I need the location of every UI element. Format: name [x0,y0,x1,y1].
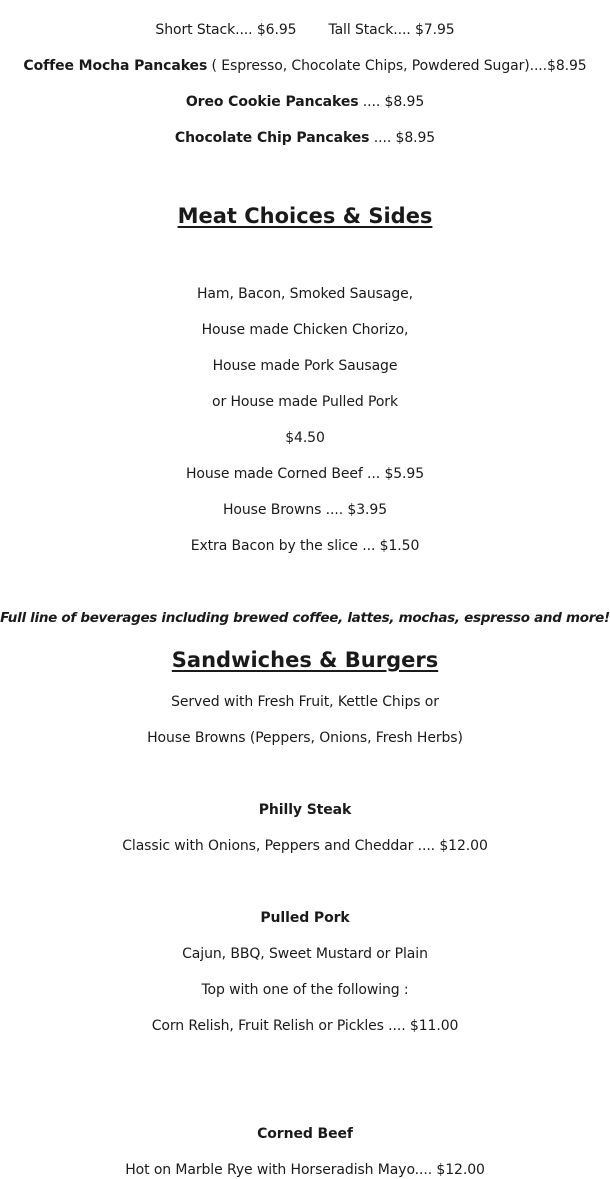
item-desc: .... $8.95 [358,94,425,110]
served-with-line: House Browns (Peppers, Onions, Fresh Herbs) [147,730,463,746]
extra-bacon-side: Extra Bacon by the slice ... $1.50 [190,538,420,554]
philly-steak-desc: Classic with Onions, Peppers and Cheddar .... $12.00 [122,838,488,854]
item-desc: .... $8.95 [369,130,436,146]
corned-beef-side: House made Corned Beef ... $5.95 [185,466,425,482]
chocolate-chip-pancakes [0,129,610,147]
pulled-pork-line: Cajun, BBQ, Sweet Mustard or Plain [182,946,428,962]
coffee-mocha-pancakes [0,57,610,75]
item-name: Coffee Mocha Pancakes [23,58,208,74]
pulled-pork-name: Pulled Pork [260,910,350,926]
heading-text: Meat Choices & Sides [177,204,433,228]
meat-line: Ham, Bacon, Smoked Sausage, [197,286,413,302]
beverages-note: Full line of beverages including brewed coffee, lattes, mochas, espresso and more! [0,610,610,626]
oreo-cookie-pancakes [0,93,610,111]
heading-text: Sandwiches & Burgers [171,648,439,672]
cut-off-heading [0,0,610,2]
philly-steak-name: Philly Steak [258,802,352,818]
meat-line: House made Chicken Chorizo, [201,322,409,338]
corned-beef-desc: Hot on Marble Rye with Horseradish Mayo.... $12.00 [125,1162,485,1178]
stack-prices [0,21,610,39]
item-desc: ( Espresso, Chocolate Chips, Powdered Sugar)....$8.95 [207,58,587,74]
meat-line: House made Pork Sausage [212,358,398,374]
short-stack: Short Stack.... $6.95 [155,22,297,38]
meat-price: $4.50 [285,430,325,446]
item-name: Oreo Cookie Pancakes [185,94,359,110]
served-with-line: Served with Fresh Fruit, Kettle Chips or [171,694,439,710]
meat-line: or House made Pulled Pork [212,394,398,410]
pulled-pork-line: Corn Relish, Fruit Relish or Pickles .... $11.00 [151,1018,459,1034]
sandwiches-heading [0,647,610,673]
house-browns-side: House Browns .... $3.95 [222,502,388,518]
item-name: Chocolate Chip Pancakes [174,130,370,146]
meat-sides-heading [0,203,610,229]
tall-stack: Tall Stack.... $7.95 [328,22,455,38]
corned-beef-name: Corned Beef [257,1126,353,1142]
pulled-pork-line: Top with one of the following : [201,982,409,998]
